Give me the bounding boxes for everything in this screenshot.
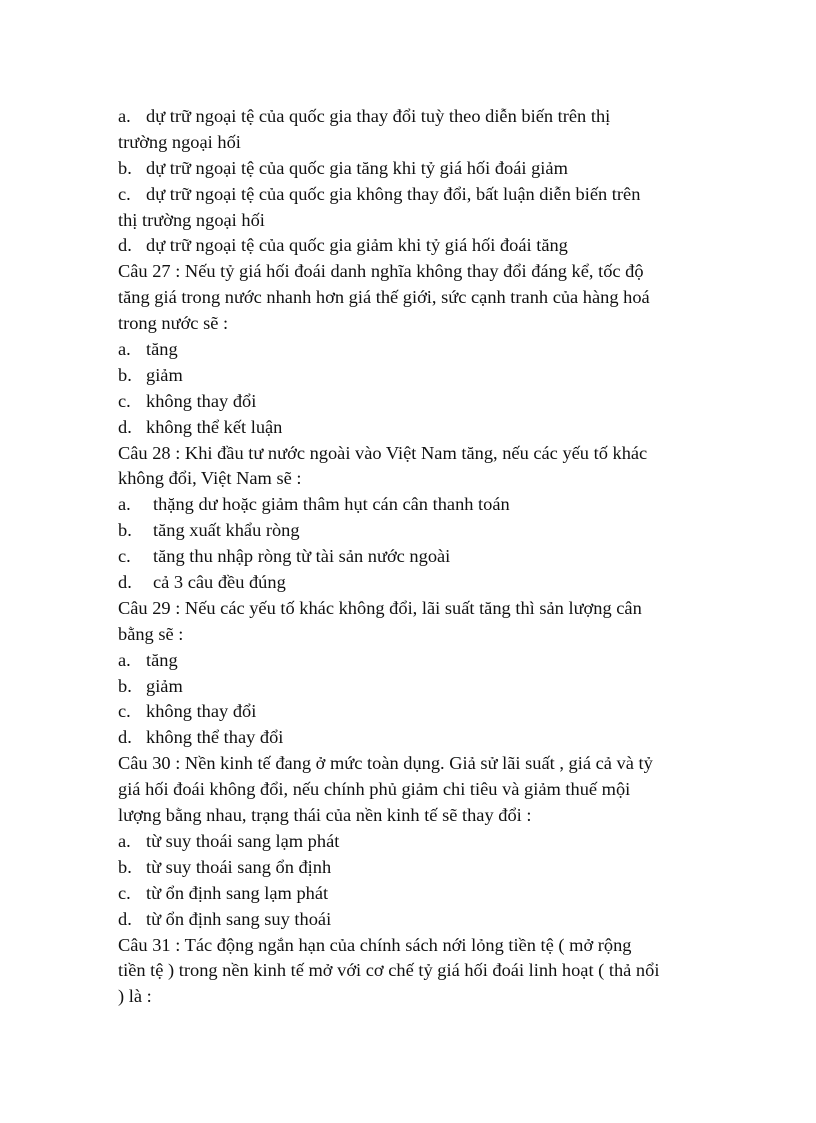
q26-option-c-continued: thị trường ngoại hối [118,209,265,230]
option-letter: b. [118,364,132,385]
option-letter: a. [118,106,131,126]
option-text: tăng [146,339,178,360]
option-letter: a. [118,649,131,670]
q29-option-a [118,648,718,674]
option-text: tăng xuất khẩu ròng [153,520,300,541]
q30-option-d [118,907,718,933]
q28-option-d [118,570,718,596]
q27-option-a [118,337,718,363]
option-letter: c. [118,882,131,903]
option-letter: c. [118,701,131,722]
document-page [118,104,718,1010]
q26-option-c [118,182,718,208]
q28-option-b [118,518,718,544]
option-letter: b. [118,157,132,178]
q30-option-a [118,829,718,855]
option-letter: d. [118,235,132,256]
option-letter: d. [118,908,132,929]
option-text: cả 3 câu đều đúng [153,572,286,593]
q29-option-b [118,674,718,700]
option-text: từ ổn định sang suy thoái [146,908,332,929]
q31-stem-line-2: tiền tệ ) trong nền kinh tế mở với cơ chế tỷ giá hối đoái linh hoạt ( thả nổi [118,960,660,981]
q30-option-c [118,881,718,907]
q31-stem-line-1: Câu 31 : Tác động ngắn hạn của chính sách nới lỏng tiền tệ ( mở rộng [118,934,632,955]
option-text: dự trữ ngoại tệ của quốc gia giảm khi tỷ giá hối đoái tăng [146,235,568,256]
option-letter: b. [118,520,132,541]
q27-option-d [118,415,718,441]
option-letter: d. [118,416,132,437]
option-text: dự trữ ngoại tệ của quốc gia không thay đổi, bất luận diễn biến trên [146,183,641,204]
q30-stem-line-1: Câu 30 : Nền kinh tế đang ở mức toàn dụng. Giả sử lãi suất , giá cả và tỷ [118,753,653,774]
option-text: không thể thay đổi [146,727,284,748]
option-letter: b. [118,675,132,696]
option-text: thặng dư hoặc giảm thâm hụt cán cân thanh toán [153,494,510,515]
q26-option-d [118,233,718,259]
q27-option-c [118,389,718,415]
option-text: từ ổn định sang lạm phát [146,882,329,903]
q27-stem-line-1: Câu 27 : Nếu tỷ giá hối đoái danh nghĩa không thay đổi đáng kể, tốc độ [118,261,644,282]
option-text: dự trữ ngoại tệ của quốc gia thay đổi tuỳ theo diễn biến trên thị [146,106,611,126]
option-letter: c. [118,183,131,204]
q26-option-a [118,104,718,130]
option-text: giảm [146,675,183,696]
q31-stem-line-3: ) là : [118,986,152,1007]
option-text: từ suy thoái sang lạm phát [146,830,340,851]
option-text: không thay đổi [146,390,257,411]
q29-stem-line-1: Câu 29 : Nếu các yếu tố khác không đổi, lãi suất tăng thì sản lượng cân [118,597,642,618]
option-letter: c. [118,546,131,567]
option-letter: d. [118,572,132,593]
option-letter: a. [118,494,131,515]
q27-option-b [118,363,718,389]
q26-option-a-continued: trường ngoại hối [118,131,241,152]
option-text: không thay đổi [146,701,257,722]
q30-stem-line-3: lượng bằng nhau, trạng thái của nền kinh tế sẽ thay đổi : [118,805,532,826]
q29-stem-line-2: bằng sẽ : [118,623,184,644]
q29-option-d [118,725,718,751]
q30-option-b [118,855,718,881]
q26-option-b [118,156,718,182]
q29-option-c [118,699,718,725]
q27-stem-line-3: trong nước sẽ : [118,313,229,334]
option-letter: d. [118,727,132,748]
option-letter: a. [118,339,131,360]
q28-option-c [118,544,718,570]
q30-stem-line-2: giá hối đoái không đổi, nếu chính phủ giảm chi tiêu và giảm thuế mội [118,779,631,800]
option-text: từ suy thoái sang ổn định [146,856,332,877]
option-text: tăng thu nhập ròng từ tài sản nước ngoài [153,546,451,567]
q28-stem-line-2: không đổi, Việt Nam sẽ : [118,468,302,489]
q28-option-a [118,492,718,518]
option-text: dự trữ ngoại tệ của quốc gia tăng khi tỷ giá hối đoái giảm [146,157,568,178]
option-text: không thể kết luận [146,416,283,437]
q27-stem-line-2: tăng giá trong nước nhanh hơn giá thế giới, sức cạnh tranh của hàng hoá [118,287,650,308]
option-letter: c. [118,390,131,411]
q28-stem-line-1: Câu 28 : Khi đầu tư nước ngoài vào Việt Nam tăng, nếu các yếu tố khác [118,442,648,463]
option-text: tăng [146,649,178,670]
option-letter: b. [118,856,132,877]
option-letter: a. [118,830,131,851]
option-text: giảm [146,364,183,385]
